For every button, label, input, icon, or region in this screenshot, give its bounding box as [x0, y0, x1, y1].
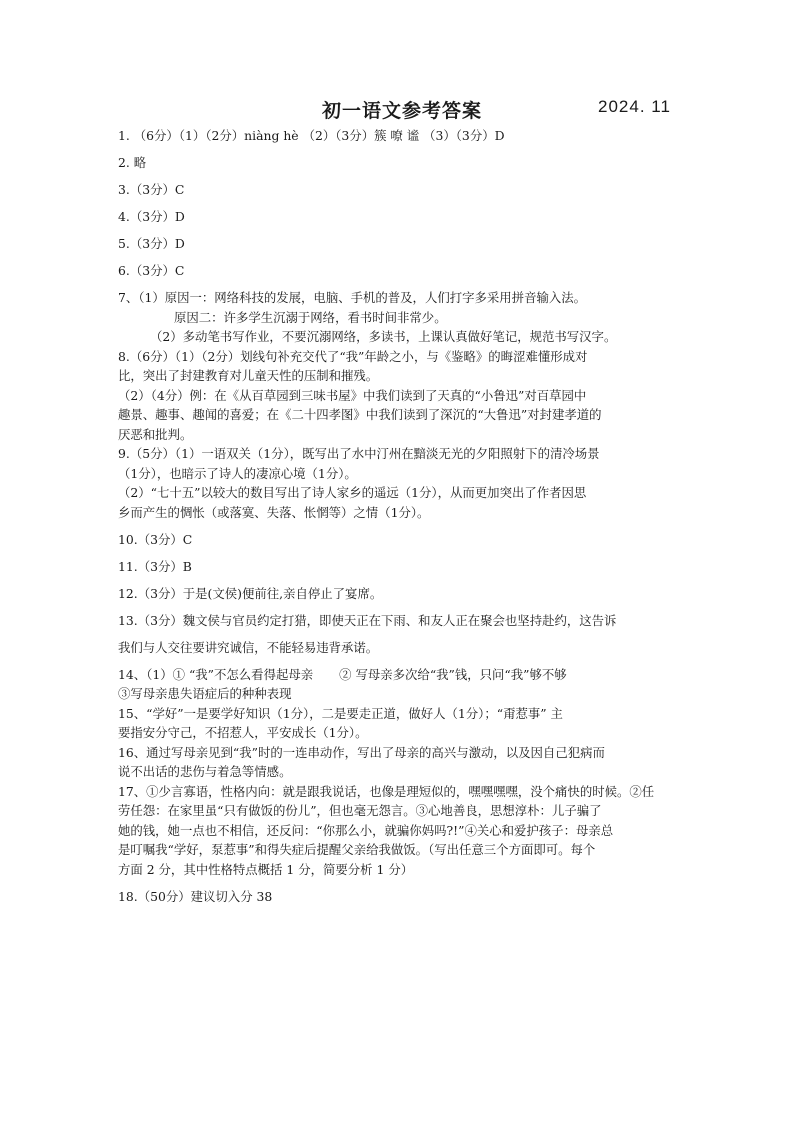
answer-line-14-item2: ② 写母亲多次给“我”钱，只问“我”够不够: [339, 666, 567, 682]
answer-line-15-cont: 要指安分守己，不招惹人，平安成长（1分）。: [118, 725, 368, 740]
answer-line-8-part2: （2）（4分）例：在《从百草园到三味书屋》中我们读到了天真的“小鲁迅”对百草园中: [118, 387, 587, 403]
answer-line-17-cont3: 是叮嘱我“学好，泵惹事”和得失症后提醒父亲给我做饭。（写出任意三个方面即可。每个: [118, 842, 596, 857]
answer-line-13: 13.（3分）魏文侯与官员约定打猎，即使天正在下雨、和友人正在聚会也坚持赴约，这告诉: [118, 612, 617, 628]
answer-line-8: 8.（6分）（1）（2分）划线句补充交代了“我”年龄之小，与《鉴略》的晦涩难懂形成对: [118, 348, 588, 364]
answer-line-16-cont: 说不出话的悲伤与着急等情感。: [118, 764, 292, 779]
answer-line-17-cont4: 方面 2 分，其中性格特点概括 1 分，简要分析 1 分）: [118, 861, 414, 877]
answer-list: [118, 126, 678, 906]
answer-line-8-cont: 比，突出了封建教育对儿童天性的压制和摧残。: [118, 368, 379, 383]
answer-line-9-part2: （2）“七十五”以较大的数目写出了诗人家乡的遥远（1分），从而更加突出了作者因思: [118, 485, 587, 500]
answer-line-10: 10.（3分）C: [118, 531, 193, 547]
answer-line-1: 1. （6分）（1）（2分）niàng hè （2）（3分）簇 嘹 谧 （3）（3分）D: [118, 128, 505, 143]
answer-line-6: 6.（3分）C: [118, 263, 185, 278]
answer-line-14: [118, 665, 678, 685]
answer-line-13-cont: 我们与人交往要讲究诚信，不能轻易违背承诺。: [118, 639, 379, 655]
answer-line-4: 4.（3分）D: [118, 209, 185, 224]
answer-line-5: 5.（3分）D: [118, 236, 185, 251]
answer-line-18: 18.（50分）建议切入分 38: [118, 888, 273, 904]
answer-line-2: 2. 略: [118, 155, 147, 170]
answer-line-7-part2: （2）多动笔书写作业，不要沉溺网络，多读书，上课认真做好笔记，规范书写汉字。: [150, 329, 617, 344]
answer-line-9-part2-cont: 乡而产生的惆怅（或落寞、失落、怅惘等）之情（1分）。: [118, 504, 430, 520]
answer-line-12: 12.（3分）于是(文侯)便前往,亲自停止了宴席。: [118, 585, 383, 601]
answer-line-15: 15、“学好”一是要学好知识（1分），二是要走正道，做好人（1分）；“甭惹事” 主: [118, 705, 563, 721]
answer-line-9: 9.（5分）（1）一语双关（1分），既写出了水中汀州在黯淡无光的夕阳照射下的清冷场景: [118, 446, 600, 461]
answer-line-7-reason2: 原因二：许多学生沉溺于网络，看书时间非常少。: [174, 309, 447, 325]
answer-line-11: 11.（3分）B: [118, 558, 192, 574]
answer-line-17-cont2: 她的钱，她一点也不相信，还反问：“你那么小，就骗你妈吗?!”④关心和爱护孩子：母亲总: [118, 822, 614, 838]
answer-line-3: 3.（3分）C: [118, 182, 185, 197]
page-title: 初一语文参考答案: [322, 100, 483, 122]
answer-line-8-part2-cont: 趣景、趣事、趣闻的喜爱；在《二十四孝图》中我们读到了深沉的“大鲁迅”对封建孝道的: [118, 407, 602, 422]
answer-line-14-item3: ③写母亲患失语症后的种种表现: [118, 686, 292, 701]
answer-line-17: 17、①少言寡语，性格内向：就是跟我说话，也像是理短似的，嘿嘿嘿嘿，没个痛快的时候。②任: [118, 783, 655, 799]
date-label: 2024. 11: [598, 97, 671, 116]
answer-line-7: 7、（1）原因一：网络科技的发展，电脑、手机的普及，人们打字多采用拼音输入法。: [118, 290, 587, 305]
answer-line-8-part2-end: 厌恶和批判。: [118, 426, 193, 442]
answer-line-17-cont1: 劳任怨：在家里虽“只有做饭的份儿”，但也毫无怨言。③心地善良，思想淳朴：儿子骗了: [118, 803, 602, 818]
answer-line-9-cont: （1分），也暗示了诗人的凄凉心境（1分）。: [118, 465, 357, 481]
answer-line-14-item1: 14、（1）① “我”不怎么看得起母亲: [118, 666, 314, 682]
answer-line-16: 16、通过写母亲见到“我”时的一连串动作，写出了母亲的高兴与激动，以及因自己犯病而: [118, 744, 605, 760]
header: [0, 96, 794, 122]
